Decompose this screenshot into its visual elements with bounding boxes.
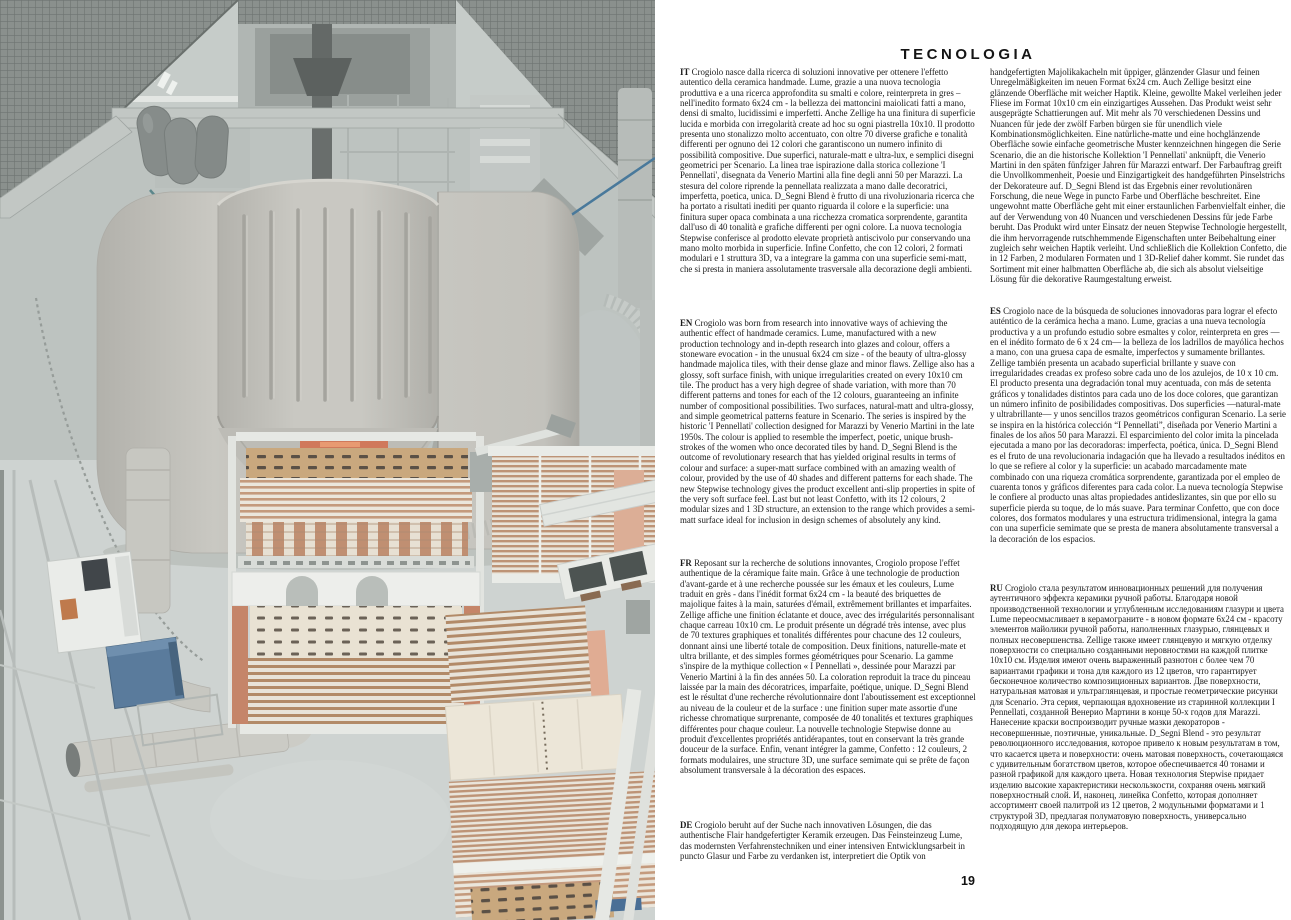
article-it-text: Crogiolo nasce dalla ricerca di soluzioni innovative per ottenere l'effetto autentico della ceramica handmade. Lume, grazie a una nuova tecnologia produttiva e a una ricerca approfondita su smalti e colore, reinterpreta in gres – nell'inedito formato 6x24 cm - la bellezza dei mattoncini maiolicati fatti a mano, densi di smalto, lucidissimi e imperfetti. Anche Zellige ha una finitura di superficie lucida e morbida con irregolarità create ad hoc su ogni piastrella 10x10. Il prodotto presenta uno stonalizzo molto accentuato, con oltre 70 diverse grafiche e tonalità differenti per ognuno dei 12 colori che garantiscono un numero infinito di possibilità compositive. Due superfici, naturale-matt e ultra-lux, e semplici disegni geometrici per Scenario. La linea trae ispirazione dalla storica collezione 'I Pennellati', disegnata da Venerio Martini alla fine degli anni 50 per Marazzi. La stesura del colore riprende la pennellata realizzata a mano dalle decoratrici, imperfetta, poetica, unica. D_Segni Blend è frutto di una rivoluzionaria ricerca che ha portato a risultati inediti per quanto riguarda il colore e la superficie: una finitura super opaca combinata a una ricchezza cromatica sorprendente, garantita dall'uso di 40 tonalità e grafiche differenti per ogni colore. La nuova tecnologia Stepwise conferisce al prodotto elevate proprietà antiscivolo pur conservando una mano molto morbida in superficie. Infine Confetto, che con 12 colori, 2 formati modulari e 1 struttura 3D, va a integrare la gamma con una superficie semi-matt, che si presta in maniera assolutamente trasversale alla decorazione degli ambienti. bbox=[680, 67, 976, 274]
article-fr bbox=[680, 558, 976, 775]
lang-label-es: ES bbox=[990, 306, 1001, 316]
article-fr-text: Reposant sur la recherche de solutions innovantes, Crogiolo propose l'effet authentique de la céramique faite main. Grâce à une technologie de production d'avant-garde et à une recherche poussée sur les émaux et les couleurs, Lume traduit en grès - dans l'inédit format 6x24 cm - la beauté des briquettes de majolique faites à la main, saturées d'émail, extrêmement brillantes et imparfaites. Zellige affiche une finition éclatante et douce, avec des irrégularités personnalisant chaque carreau 10x10 cm. Le produit présente un dégradé très intense, avec plus de 70 textures graphiques et tonalités différentes pour chacune des 12 couleurs, donnant ainsi une liberté totale de composition. Deux finitions, naturelle-mate et ultra brillante, et des simples formes géométriques pour Scenario. La gamme s'inspire de la mythique collection « I Pennellati », dessinée pour Marazzi par Venerio Martini à la fin des années 50. La coloration reproduit la trace du pinceau laissée par la main des décoratrices, imparfaite, poétique, unique. D_Segni Blend est le résultat d'une recherche révolutionnaire dont l'aboutissement est exceptionnel au niveau de la couleur et de la surface : une finition super mate assortie d'une richesse chromatique surprenante, composée de 40 tonalités et textures graphiques différentes pour chaque couleur. La nouvelle technologie Stepwise donne au produit d'excellentes propriétés antidérapantes, tout en conservant la très grande douceur de la surface. Enfin, venant intégrer la gamme, Confetto : 12 couleurs, 2 formats modulaires, une structure 3D, une surface semimate qui se prête de façon absolument transversale à la décoration des espaces. bbox=[680, 558, 976, 775]
cream-panel bbox=[445, 694, 626, 780]
article-en-text: Crogiolo was born from research into innovative ways of achieving the authentic effect of handmade ceramics. Lume, manufactured with a new production technology and in-depth research into glazes and colour, offers a stoneware evocation - in the unusual 6x24 cm size - of the beauty of ultra-glossy handmade majolica tiles, with their dense glaze and minor flaws. Zellige also has a glossy, soft surface finish, with unique irregularities created on every 10x10 cm tile. The product has a very high degree of shade variation, with more than 70 different patterns and tones for each of the 12 colours, guaranteeing an infinite number of compositional possibilities. Two surfaces, natural-matt and ultra-glossy, and simple geometrical patterns feature in Scenario. The series is inspired by the historic 'I Pennellati' collection designed for Marazzi by Venerio Martini in the late 1950s. The colour is applied to resemble the imperfect, poetic, unique brush-strokes of the women who once decorated tiles by hand. D_Segni Blend is the outcome of revolutionary research that has yielded original results in terms of colour and surface: a super-matt surface combined with an amazing wealth of colour, provided by the use of 40 shades and different patterns for each shade. The new Stepwise technology gives the product excellent anti-slip properties in spite of the very soft surface feel. Last but not least Confetto, with its 12 colours, 2 modular sizes and 1 3D structure, an extension to the range which provides a semi-matt surface ideal for inclusion in design schemes of absolutely any kind. bbox=[680, 318, 976, 525]
lang-label-en: EN bbox=[680, 318, 693, 328]
text-column-left bbox=[680, 0, 976, 920]
article-en bbox=[680, 318, 976, 525]
white-cabinet bbox=[47, 551, 142, 653]
article-de-part2-text: handgefertigten Majolikakacheln mit üppiger, glänzender Glasur und feinen Unregelmäßigkeiten im neuen Format 6x24 cm. Auch Zellige besitzt eine glänzende Oberfläche mit weicher Haptik. Kleine, gewollte Makel verleihen jeder Fliese im Format 10x10 cm ein einzigartiges Aussehen. Das Produkt weist sehr ausgeprägte Schattierungen auf. Mit mehr als 70 verschiedenen Dessins und Nuancen für jede der zwölf Farben bürgen sie für unendlich viele Kombinationsmöglichkeiten. Eine natürliche-matte und eine hochglänzende Oberfläche sowie einfache geometrische Muster kennzeichnen hingegen die Serie Scenario, die an die historische Kollektion 'I Pennellati' anknüpft, die Venerio Martini in den späten fünfziger Jahren für Marazzi entwarf. Der Farbauftrag greift die Unvollkommenheit, Poesie und Einzigartigkeit des handgeführten Pinselstrichs der Dekorateure auf. D_Segni Blend ist das Ergebnis einer revolutionären Forschung, die neue Wege in puncto Farbe und Oberfläche beschreitet. Eine ungewohnt matte Oberfläche geht mit einer erstaunlichen Farbenvielfalt einher, die auf der Verwendung von 40 Nuancen und verschiedenen Dessins für jede Farbe beruht. Das Produkt wird unter Einsatz der neuen Stepwise Technologie hergestellt, die ihm hervorragende rutschhemmende Eigenschaften unter Beibehaltung einer zugleich sehr weichen Haptik verleiht. Und schließlich die Kollektion Confetto, die in 12 Farben, 2 modularen Formaten und 1 3D-Relief daher kommt. Sie rundet das Sortiment mit einer halbmatten Oberfläche ab, die sich als absolut vielseitige Lösung für die dekorative Raumgestaltung erweist. bbox=[990, 67, 1287, 284]
article-de-part1 bbox=[680, 820, 976, 861]
article-de-part1-text: Crogiolo beruht auf der Suche nach innovativen Lösungen, die das authentische Flair handgefertigter Keramik erzeugen. Das Feinsteinzeug Lume, das modernsten Verfahrenstechniken und einer intensiven Entwicklungsarbeit in puncto Glasur und Farbe zu verdanken ist, interpretiert die Optik von bbox=[680, 820, 965, 862]
lang-label-fr: FR bbox=[680, 558, 692, 568]
lang-label-it: IT bbox=[680, 67, 690, 77]
article-ru bbox=[990, 583, 1287, 831]
text-column-right bbox=[990, 0, 1287, 920]
page-number: 19 bbox=[961, 874, 975, 888]
article-it bbox=[680, 67, 976, 274]
lang-label-de: DE bbox=[680, 820, 693, 830]
lang-label-ru: RU bbox=[990, 583, 1003, 593]
article-ru-text: Crogiolo стала результатом инновационных решений для получения аутентичного эффекта керамики ручной работы. Благодаря новой производственной технологии и углубленным исследованиям глазури и цвета Lume переосмысливает в керамограните - в новом формате 6x24 см - красоту элементов майолики ручной работы, наполненных глазурью, глянцевых и полных несовершенства. Zellige также имеет глянцевую и мягкую отделку поверхности со специально созданными неровностями на каждой плитке 10x10 см. Изделия имеют очень выраженный разнотон с более чем 70 вариантами графики и тона для каждого из 12 цветов, что гарантирует бесконечное количество композиционных вариантов. Две поверхности, натуральная матовая и ультраглянцевая, и простые геометрические рисунки для Scenario. Эта серия, черпающая вдохновение из старинной коллекции I Pennellati, созданной Венерио Мартини в конце 50-х годов для Marazzi. Нанесение краски воспроизводит ручные мазки декораторов - несовершенные, поэтичные, уникальные. D_Segni Blend - это результат революционного исследования, которое привело к новым результатам в том, что касается цвета и поверхности: очень матовая поверхность, сочетающаяся с удивительным богатством цветов, которое обеспечивается 40 тонами и разной графикой для каждого цвета. Новая технология Stepwise придает изделию высокие характеристики нескользкости, сохраняя очень мягкий поверхностный слой. И, наконец, линейка Confetto, которая дополняет ассортимент своей палитрой из 12 цветов, 2 модульными форматами и 1 структурой 3D, предлагая полуматовую поверхность, универсально подходящую для декора интерьеров. bbox=[990, 583, 1284, 831]
article-es-text: Crogiolo nace de la búsqueda de soluciones innovadoras para lograr el efecto auténtico de la cerámica hecha a mano. Lume, gracias a una nueva tecnología productiva y a un profundo estudio sobre esmaltes y color, reinterpreta en gres —en el inédito formato de 6 x 24 cm— la belleza de los ladrillos de mayólica hechos a mano, con una gruesa capa de esmalte, imperfectos y sumamente brillantes. Zellige también presenta un acabado superficial brillante y suave con irregularidades creadas ex profeso sobre cada uno de los azulejos, de 10 x 10 cm. El producto presenta una degradación tonal muy acentuada, con más de setenta gráficos y tonalidades distintos para cada uno de los doce colores, que garantizan un número infinito de posibilidades compositivas. Dos superficies —natural-mate y ultrabrillante— y unos sencillos trazos geométricos configuran Scenario. La serie se inspira en la histórica colección “I Pennellati”, diseñada por Venerio Martini a finales de los años 50 para Marazzi. El esparcimiento del color imita la pincelada ejecutada a mano por las decoradoras: imperfecta, poética, única. D_Segni Blend es el fruto de una revolucionaria indagación que ha llevado a resultados inéditos en lo que se refiere al color y la superficie: un acabado marcadamente mate combinado con una riqueza cromática sorprendente, garantizada por el empleo de cuarenta tonos y gráficos diferentes para cada color. La nueva tecnología Stepwise le confiere al producto unas altas propiedades antideslizantes, sin que por ello su superficie pierda su toque, de lo más suave. Para terminar Confetto, que con doce colores, dos formatos modulares y una estructura tridimensional, integra la gama con una superficie semimate que se presta de manera absolutamente transversal a la decoración de los espacios. bbox=[990, 306, 1286, 544]
blue-box bbox=[106, 637, 184, 708]
salmon-rail bbox=[614, 470, 644, 556]
article-es bbox=[990, 306, 1287, 544]
page-title: TECNOLOGIA bbox=[900, 46, 1036, 64]
article-de-part2 bbox=[990, 67, 1287, 284]
